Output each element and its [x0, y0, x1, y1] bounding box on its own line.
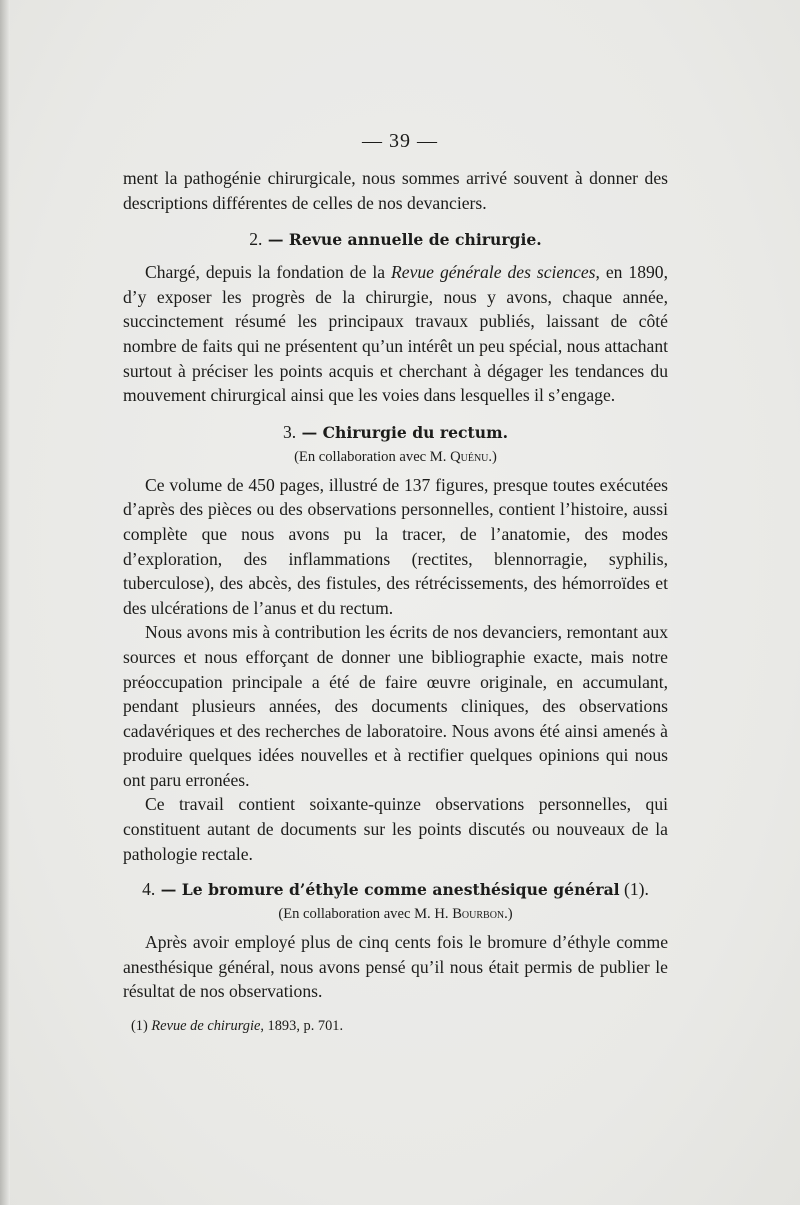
section-3-paragraph-1: Ce volume de 450 pages, illustré de 137 figures, presque toutes exécutées d’après des pièces ou des observations personnelles, contient l’histoire, aussi complète que nous avons pu la tracer, de l’anatomie, des modes d’exploration, des inflammations (rectites, blennorragie, syphilis, tuberculose), des abcès, des fistules, des rétrécissements, des hémorroïdes et des ulcérations de l’anus et du rectum.	[123, 474, 668, 618]
section-4-title: — Le bromure d’éthyle comme anesthésique général	[160, 880, 620, 900]
section-2-paragraph	[123, 260, 668, 408]
section-4-paragraph: Après avoir employé plus de cinq cents fois le bromure d’éthyle comme anesthésique général, nous avons pensé qu’il nous était permis de publier le résultat de nos observations.	[123, 932, 668, 1002]
section-3-number: 3.	[282, 421, 297, 442]
section-4-number: 4.	[142, 879, 156, 900]
footnote-citation: , 1893, p. 701.	[260, 1018, 344, 1035]
journal-title: Revue générale des sciences	[391, 262, 596, 283]
footnote-marker: (1)	[131, 1018, 152, 1035]
page-number: — 39 —	[362, 130, 438, 152]
section-2-text-start: Chargé, depuis la fondation de la	[145, 262, 392, 283]
page-body	[123, 166, 668, 1036]
footnote	[123, 1016, 668, 1036]
collab-suffix: .)	[488, 448, 497, 465]
collaborator-name: Quénu	[450, 448, 489, 465]
section-3-heading	[123, 422, 668, 443]
section-3-title: — Chirurgie du rectum.	[301, 422, 509, 442]
collab-prefix: (En collaboration avec M. H.	[278, 906, 453, 923]
section-2-heading	[123, 229, 668, 250]
footnote-journal: Revue de chirurgie	[151, 1018, 261, 1035]
section-3-collaboration	[123, 447, 668, 467]
collab-suffix: .)	[504, 906, 513, 923]
footnote-reference: (1).	[619, 879, 649, 900]
section-2-text-end: , en 1890, d’y exposer les progrès de la chirurgie, nous y avons, chaque année, succinctement résumé les principaux travaux publiés, laissant de côté nombre de faits qui ne présentent qu’un intérêt un peu spécial, nous attachant surtout à préciser les points acquis et cherchant à dégager les tendances du mouvement chirurgical ainsi que les voies dans lesquelles il s’engage.	[123, 262, 668, 406]
section-4-collaboration	[123, 904, 668, 924]
section-2-number: 2.	[249, 229, 263, 250]
section-3-paragraph-2: Nous avons mis à contribution les écrits de nos devanciers, remontant aux sources et nous efforçant de donner une bibliographie exacte, mais notre préoccupation principale a été de faire œuvre originale, en accumulant, pendant plusieurs années, des documents cliniques, des observations cadavériques et des recherches de laboratoire. Nous avons été ainsi amenés à produire quelques idées nouvelles et à rectifier quelques opinions qui nous ont paru erronées.	[123, 622, 668, 790]
page-edge-shadow	[0, 0, 10, 1205]
section-2-title: — Revue annuelle de chirurgie.	[267, 230, 542, 250]
collab-prefix: (En collaboration avec M.	[294, 448, 451, 465]
section-3-paragraph-3: Ce travail contient soixante-quinze observations personnelles, qui constituent autant de documents sur les points discutés ou nouveaux de la pathologie rectale.	[123, 794, 668, 864]
intro-paragraph: ment la pathogénie chirurgicale, nous sommes arrivé souvent à donner des descriptions différentes de celles de nos devanciers.	[123, 168, 668, 213]
section-4-heading	[123, 879, 668, 900]
collaborator-name: Bourbon	[452, 906, 505, 923]
